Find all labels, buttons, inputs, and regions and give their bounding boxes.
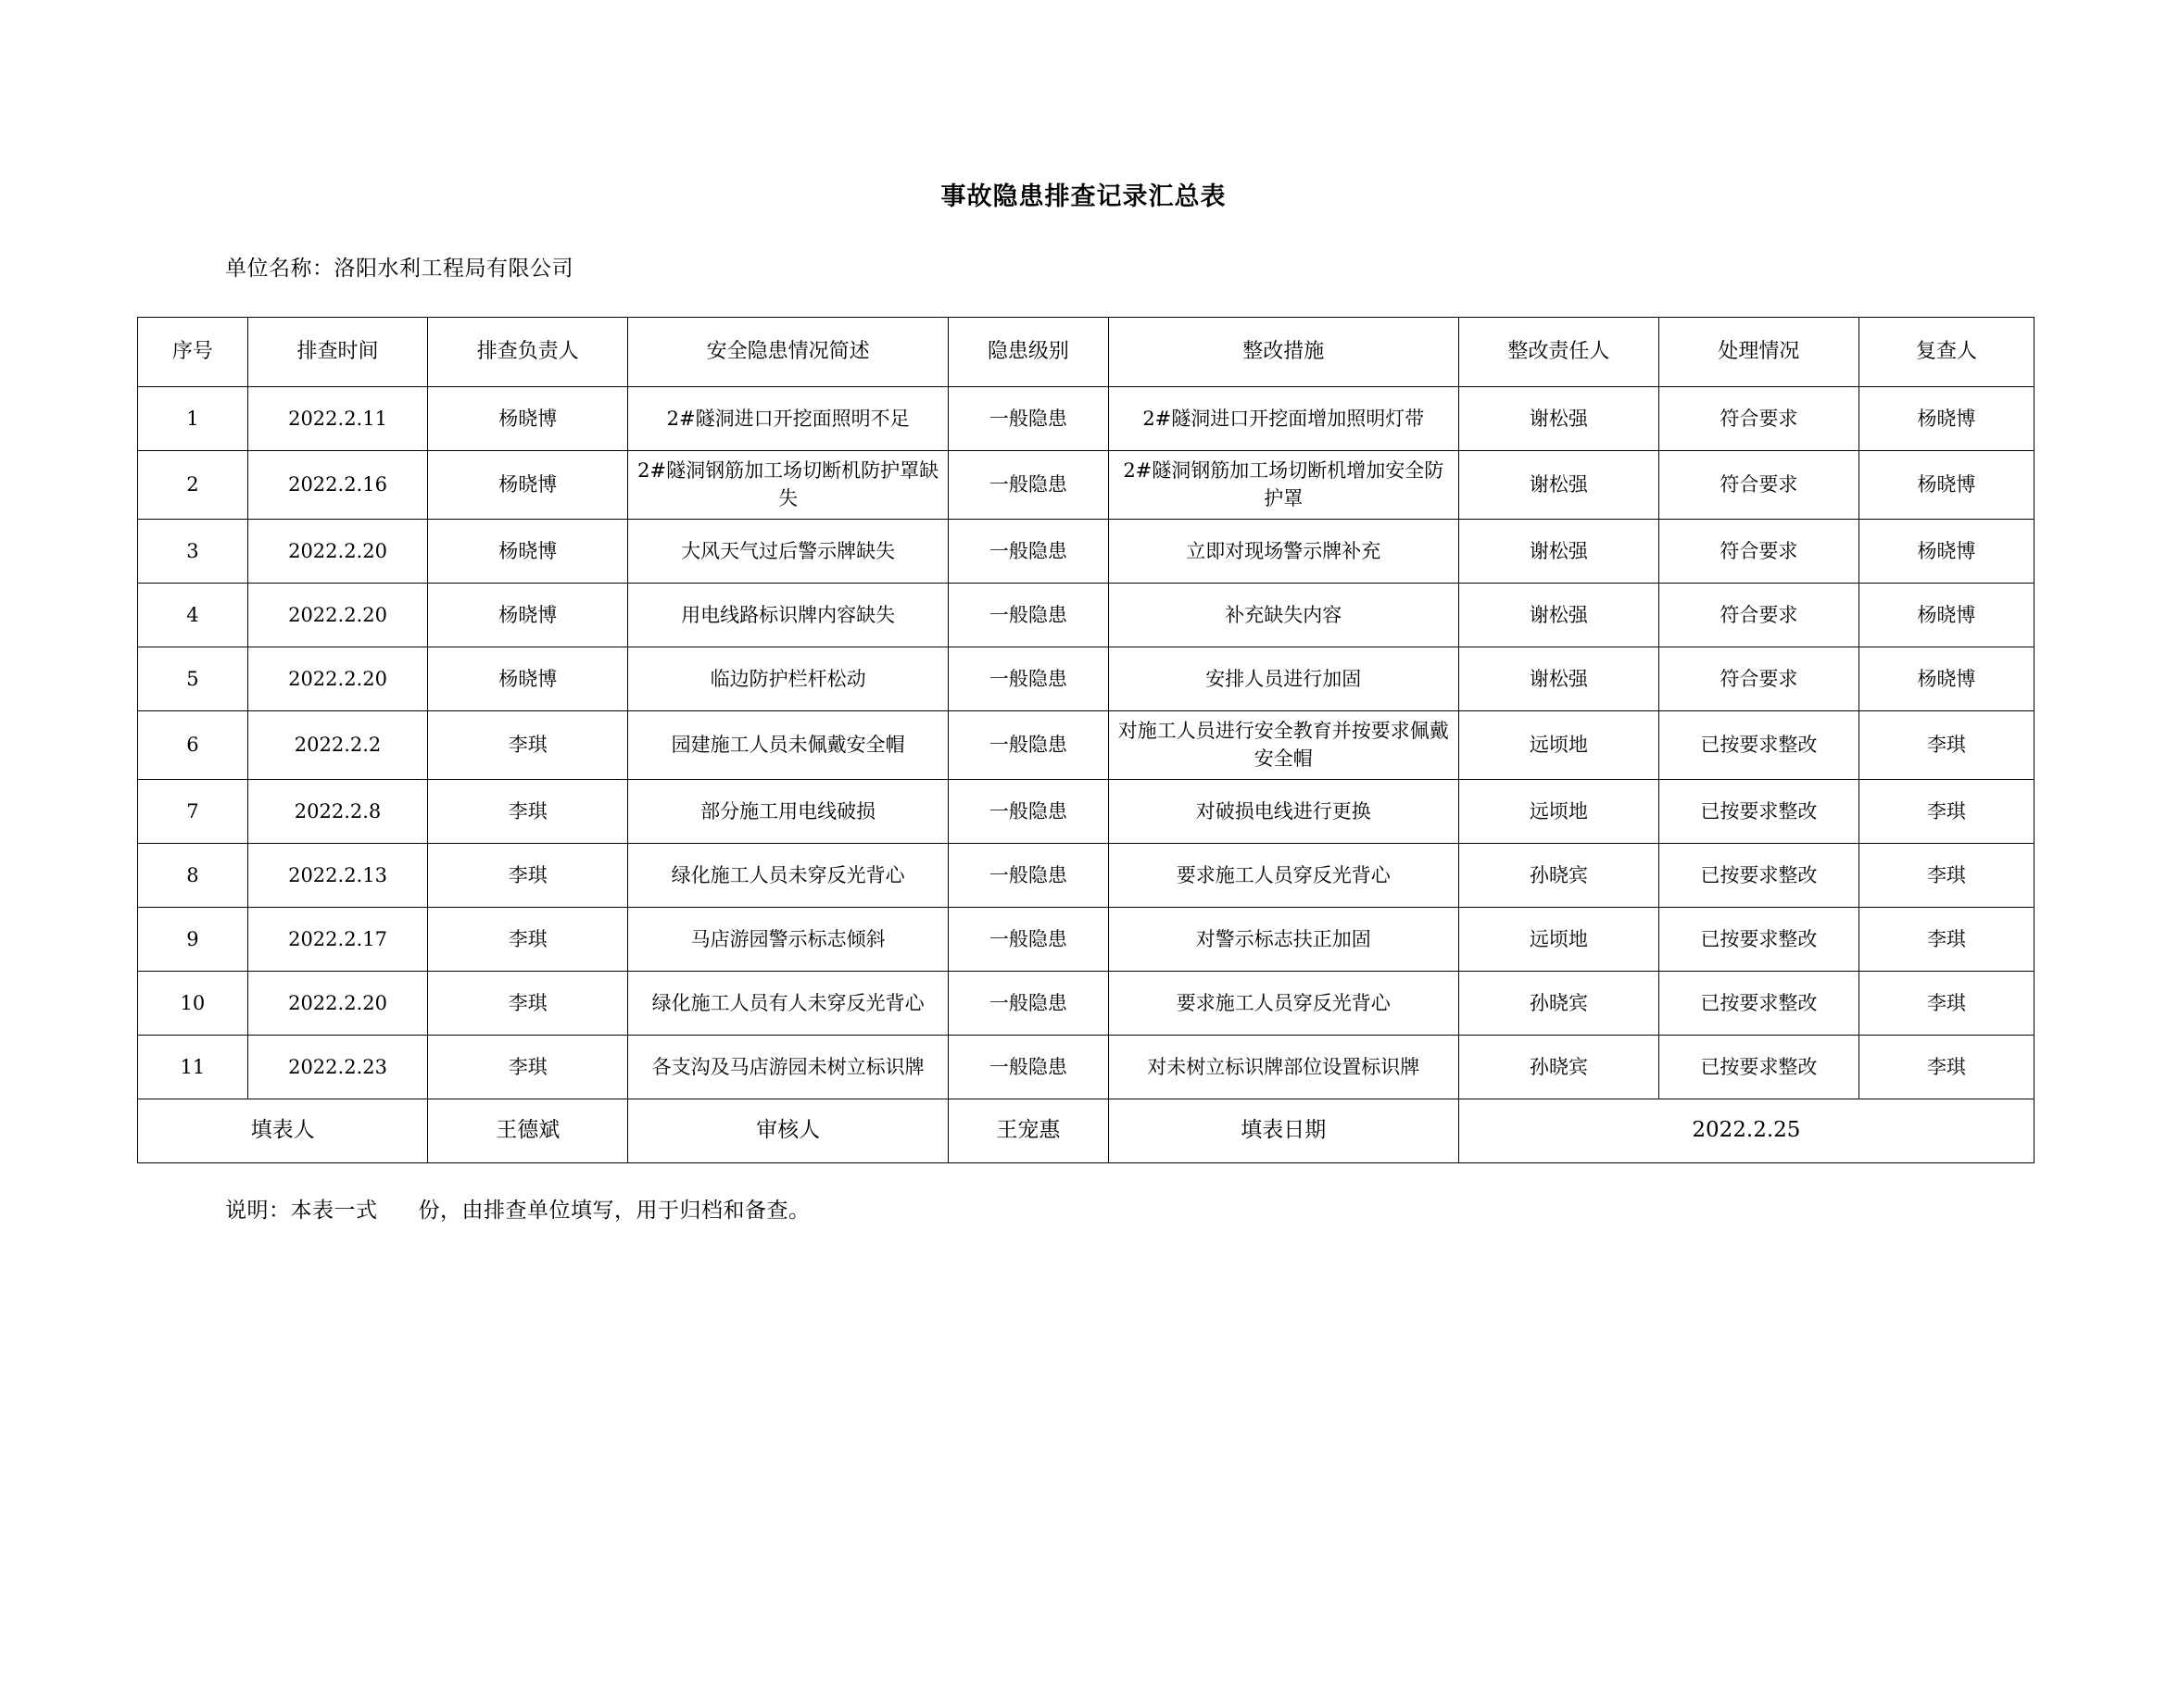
cell-date: 2022.2.2: [247, 710, 427, 779]
cell-status: 符合要求: [1658, 451, 1858, 520]
cell-description: 2#隧洞钢筋加工场切断机防护罩缺失: [628, 451, 949, 520]
footer-date-value: 2022.2.25: [1458, 1099, 2034, 1162]
cell-no: 2: [138, 451, 248, 520]
table-row: [138, 971, 2035, 1035]
hazard-record-table: [137, 317, 2035, 1163]
cell-status: 已按要求整改: [1658, 843, 1858, 907]
table-row: [138, 519, 2035, 583]
cell-description: 用电线路标识牌内容缺失: [628, 583, 949, 647]
cell-reviewer: 李琪: [1858, 971, 2034, 1035]
cell-measure: 对未树立标识牌部位设置标识牌: [1108, 1035, 1458, 1099]
cell-reviewer: 李琪: [1858, 843, 2034, 907]
cell-level: 一般隐患: [948, 451, 1108, 520]
cell-description: 马店游园警示标志倾斜: [628, 907, 949, 971]
cell-inspector: 杨晓博: [428, 647, 628, 710]
cell-inspector: 李琪: [428, 779, 628, 843]
cell-reviewer: 李琪: [1858, 1035, 2034, 1099]
cell-measure: 对施工人员进行安全教育并按要求佩戴安全帽: [1108, 710, 1458, 779]
column-header-no: 序号: [138, 318, 248, 387]
unit-name-label: 单位名称：: [225, 257, 334, 281]
form-note-suffix: 份，由排查单位填写，用于归档和备查。: [418, 1198, 811, 1223]
cell-inspector: 李琪: [428, 1035, 628, 1099]
cell-level: 一般隐患: [948, 907, 1108, 971]
form-note: [225, 1193, 2167, 1224]
cell-responsible: 远顷地: [1458, 710, 1658, 779]
form-note-prefix: 说明：本表一式: [225, 1198, 378, 1223]
table-row: [138, 387, 2035, 451]
cell-description: 大风天气过后警示牌缺失: [628, 519, 949, 583]
cell-date: 2022.2.20: [247, 583, 427, 647]
cell-status: 已按要求整改: [1658, 779, 1858, 843]
cell-inspector: 李琪: [428, 907, 628, 971]
table-row: [138, 779, 2035, 843]
cell-reviewer: 李琪: [1858, 710, 2034, 779]
table-row: [138, 451, 2035, 520]
cell-measure: 对破损电线进行更换: [1108, 779, 1458, 843]
cell-status: 符合要求: [1658, 387, 1858, 451]
cell-date: 2022.2.23: [247, 1035, 427, 1099]
table-header-row: [138, 318, 2035, 387]
table-row: [138, 583, 2035, 647]
cell-level: 一般隐患: [948, 710, 1108, 779]
cell-inspector: 杨晓博: [428, 519, 628, 583]
cell-description: 各支沟及马店游园未树立标识牌: [628, 1035, 949, 1099]
table-row: [138, 647, 2035, 710]
cell-measure: 要求施工人员穿反光背心: [1108, 843, 1458, 907]
cell-status: 已按要求整改: [1658, 710, 1858, 779]
column-header-reviewer: 复查人: [1858, 318, 2034, 387]
footer-auditor-value: 王宠惠: [948, 1099, 1108, 1162]
cell-responsible: 远顷地: [1458, 907, 1658, 971]
cell-responsible: 孙晓宾: [1458, 1035, 1658, 1099]
cell-date: 2022.2.17: [247, 907, 427, 971]
cell-description: 临边防护栏杆松动: [628, 647, 949, 710]
cell-reviewer: 杨晓博: [1858, 451, 2034, 520]
cell-description: 绿化施工人员有人未穿反光背心: [628, 971, 949, 1035]
table-footer-row: [138, 1099, 2035, 1162]
cell-measure: 立即对现场警示牌补充: [1108, 519, 1458, 583]
column-header-status: 处理情况: [1658, 318, 1858, 387]
column-header-date: 排查时间: [247, 318, 427, 387]
cell-responsible: 孙晓宾: [1458, 843, 1658, 907]
cell-no: 9: [138, 907, 248, 971]
cell-date: 2022.2.13: [247, 843, 427, 907]
cell-level: 一般隐患: [948, 779, 1108, 843]
cell-level: 一般隐患: [948, 583, 1108, 647]
cell-status: 已按要求整改: [1658, 971, 1858, 1035]
cell-date: 2022.2.20: [247, 519, 427, 583]
cell-status: 已按要求整改: [1658, 1035, 1858, 1099]
cell-description: 园建施工人员未佩戴安全帽: [628, 710, 949, 779]
table-row: [138, 1035, 2035, 1099]
table-header: [138, 318, 2035, 387]
cell-measure: 对警示标志扶正加固: [1108, 907, 1458, 971]
cell-level: 一般隐患: [948, 843, 1108, 907]
cell-status: 符合要求: [1658, 647, 1858, 710]
cell-level: 一般隐患: [948, 971, 1108, 1035]
cell-date: 2022.2.8: [247, 779, 427, 843]
table-row: [138, 843, 2035, 907]
cell-measure: 安排人员进行加固: [1108, 647, 1458, 710]
cell-responsible: 谢松强: [1458, 451, 1658, 520]
cell-no: 10: [138, 971, 248, 1035]
cell-status: 符合要求: [1658, 583, 1858, 647]
cell-measure: 补充缺失内容: [1108, 583, 1458, 647]
footer-filler-value: 王德斌: [428, 1099, 628, 1162]
column-header-inspector: 排查负责人: [428, 318, 628, 387]
cell-reviewer: 李琪: [1858, 907, 2034, 971]
cell-responsible: 谢松强: [1458, 583, 1658, 647]
cell-no: 4: [138, 583, 248, 647]
cell-description: 绿化施工人员未穿反光背心: [628, 843, 949, 907]
table-row: [138, 710, 2035, 779]
page-title: 事故隐患排查记录汇总表: [940, 182, 1227, 211]
cell-level: 一般隐患: [948, 647, 1108, 710]
cell-reviewer: 杨晓博: [1858, 387, 2034, 451]
cell-reviewer: 杨晓博: [1858, 583, 2034, 647]
cell-date: 2022.2.20: [247, 971, 427, 1035]
cell-reviewer: 杨晓博: [1858, 647, 2034, 710]
cell-no: 5: [138, 647, 248, 710]
cell-measure: 要求施工人员穿反光背心: [1108, 971, 1458, 1035]
cell-inspector: 杨晓博: [428, 451, 628, 520]
cell-description: 2#隧洞进口开挖面照明不足: [628, 387, 949, 451]
footer-auditor-label: 审核人: [628, 1099, 949, 1162]
unit-name-line: [225, 251, 2167, 282]
cell-date: 2022.2.16: [247, 451, 427, 520]
cell-no: 6: [138, 710, 248, 779]
document-page: [0, 176, 2167, 1708]
cell-responsible: 谢松强: [1458, 647, 1658, 710]
cell-no: 8: [138, 843, 248, 907]
cell-reviewer: 李琪: [1858, 779, 2034, 843]
footer-date-label: 填表日期: [1108, 1099, 1458, 1162]
cell-no: 3: [138, 519, 248, 583]
cell-date: 2022.2.20: [247, 647, 427, 710]
table-row: [138, 907, 2035, 971]
cell-reviewer: 杨晓博: [1858, 519, 2034, 583]
unit-name-value: 洛阳水利工程局有限公司: [334, 257, 573, 281]
cell-responsible: 谢松强: [1458, 387, 1658, 451]
cell-no: 7: [138, 779, 248, 843]
column-header-level: 隐患级别: [948, 318, 1108, 387]
cell-responsible: 孙晓宾: [1458, 971, 1658, 1035]
cell-level: 一般隐患: [948, 387, 1108, 451]
cell-inspector: 杨晓博: [428, 583, 628, 647]
cell-responsible: 远顷地: [1458, 779, 1658, 843]
column-header-responsible: 整改责任人: [1458, 318, 1658, 387]
cell-measure: 2#隧洞钢筋加工场切断机增加安全防护罩: [1108, 451, 1458, 520]
table-body: [138, 387, 2035, 1163]
cell-responsible: 谢松强: [1458, 519, 1658, 583]
cell-level: 一般隐患: [948, 519, 1108, 583]
cell-level: 一般隐患: [948, 1035, 1108, 1099]
cell-inspector: 李琪: [428, 710, 628, 779]
cell-no: 1: [138, 387, 248, 451]
cell-inspector: 李琪: [428, 843, 628, 907]
cell-date: 2022.2.11: [247, 387, 427, 451]
cell-inspector: 杨晓博: [428, 387, 628, 451]
column-header-measure: 整改措施: [1108, 318, 1458, 387]
cell-status: 已按要求整改: [1658, 907, 1858, 971]
cell-inspector: 李琪: [428, 971, 628, 1035]
cell-description: 部分施工用电线破损: [628, 779, 949, 843]
cell-status: 符合要求: [1658, 519, 1858, 583]
footer-filler-label: 填表人: [138, 1099, 428, 1162]
cell-no: 11: [138, 1035, 248, 1099]
cell-measure: 2#隧洞进口开挖面增加照明灯带: [1108, 387, 1458, 451]
column-header-description: 安全隐患情况简述: [628, 318, 949, 387]
